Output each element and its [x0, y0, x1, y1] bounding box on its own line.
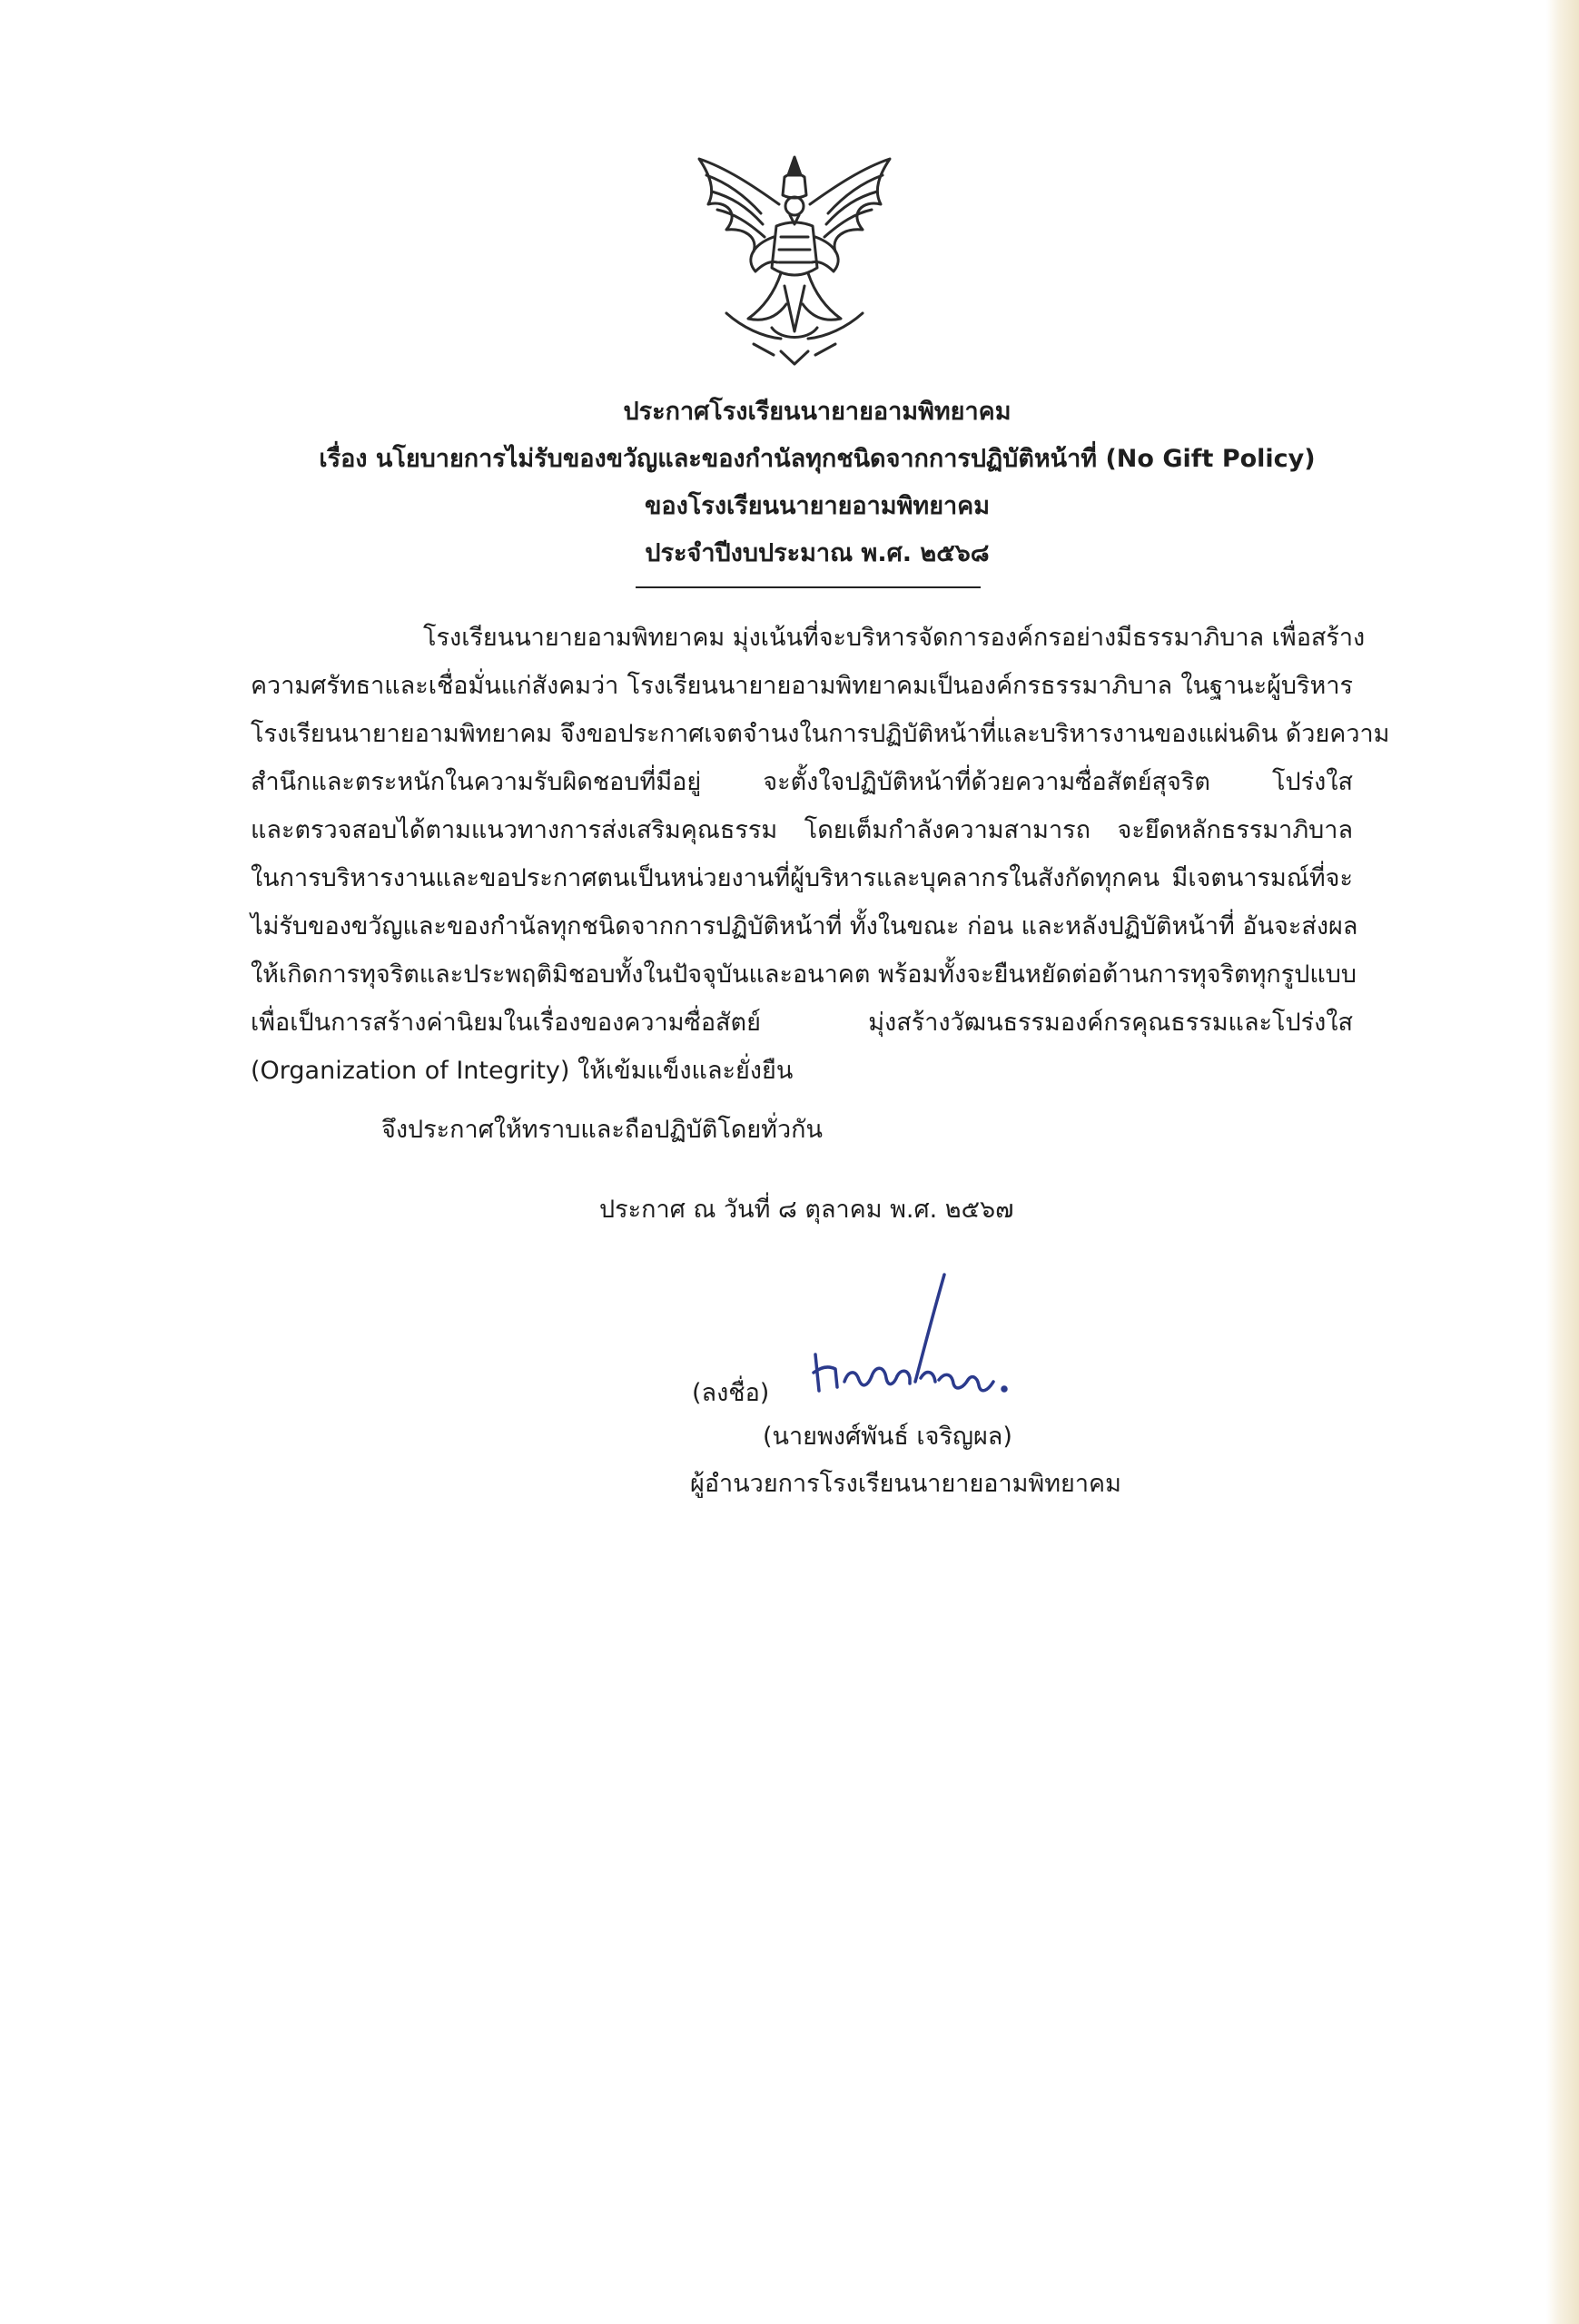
body-line: ในการบริหารงานและขอประกาศตนเป็นหน่วยงานที่ผู้บริหารและบุคลากรในสังกัดทุกคน มีเจตนารมณ์ที่จะ — [251, 864, 1353, 892]
header-subject: เรื่อง นโยบายการไม่รับของขวัญและของกำนัลทุกชนิดจากการปฏิบัติหน้าที่ (No Gift Policy) — [319, 445, 1316, 473]
signer-name: (นายพงศ์พันธ์ เจริญผล) — [763, 1423, 1012, 1451]
header-divider — [636, 586, 981, 588]
handwritten-signature — [808, 1271, 1017, 1407]
header-title: ประกาศโรงเรียนนายายอามพิทยาคม — [623, 398, 1012, 426]
body-line: และตรวจสอบได้ตามแนวทางการส่งเสริมคุณธรรม โดยเต็มกำลังความสามารถ จะยึดหลักธรรมาภิบาล — [251, 816, 1353, 844]
announcement-date: ประกาศ ณ วันที่ ๘ ตุลาคม พ.ศ. ๒๕๖๗ — [599, 1196, 1014, 1224]
closing-statement: จึงประกาศให้ทราบและถือปฏิบัติโดยทั่วกัน — [381, 1116, 823, 1144]
body-line: โรงเรียนนายายอามพิทยาคม จึงขอประกาศเจตจำนงในการปฏิบัติหน้าที่และบริหารงานของแผ่นดิน ด้วยความ — [251, 720, 1390, 748]
garuda-emblem-icon — [690, 150, 899, 368]
body-line: (Organization of Integrity) ให้เข้มแข็งและยั่งยืน — [251, 1057, 794, 1085]
header-fiscal-year: ประจำปีงบประมาณ พ.ศ. ๒๕๖๘ — [645, 539, 990, 567]
announcement-header — [254, 389, 1380, 577]
body-line: โรงเรียนนายายอามพิทยาคม มุ่งเน้นที่จะบริหารจัดการองค์กรอย่างมีธรรมาภิบาล เพื่อสร้าง — [423, 624, 1366, 652]
body-line: ให้เกิดการทุจริตและประพฤติมิชอบทั้งในปัจจุบันและอนาคต พร้อมทั้งจะยืนหยัดต่อต้านการทุจริตทุกรูปแบบ — [251, 960, 1357, 989]
signature-prefix: (ลงชื่อ) — [692, 1379, 770, 1407]
paper-edge — [1546, 0, 1579, 2324]
header-organization: ของโรงเรียนนายายอามพิทยาคม — [644, 492, 991, 520]
body-line: ความศรัทธาและเชื่อมั่นแก่สังคมว่า โรงเรียนนายายอามพิทยาคมเป็นองค์กรธรรมาภิบาล ในฐานะผู้บริหาร — [251, 672, 1353, 700]
body-line: สำนึกและตระหนักในความรับผิดชอบที่มีอยู่ จะตั้งใจปฏิบัติหน้าที่ด้วยความซื่อสัตย์สุจริต โปร่งใส — [251, 768, 1353, 796]
body-line: ไม่รับของขวัญและของกำนัลทุกชนิดจากการปฏิบัติหน้าที่ ทั้งในขณะ ก่อน และหลังปฏิบัติหน้าที่ อันจะส่งผล — [251, 912, 1358, 940]
signer-title: ผู้อำนวยการโรงเรียนนายายอามพิทยาคม — [690, 1470, 1121, 1498]
announcement-body — [251, 614, 1390, 1095]
body-line: เพื่อเป็นการสร้างค่านิยมในเรื่องของความซื่อสัตย์ มุ่งสร้างวัฒนธรรมองค์กรคุณธรรมและโปร่งใส — [251, 1009, 1353, 1037]
